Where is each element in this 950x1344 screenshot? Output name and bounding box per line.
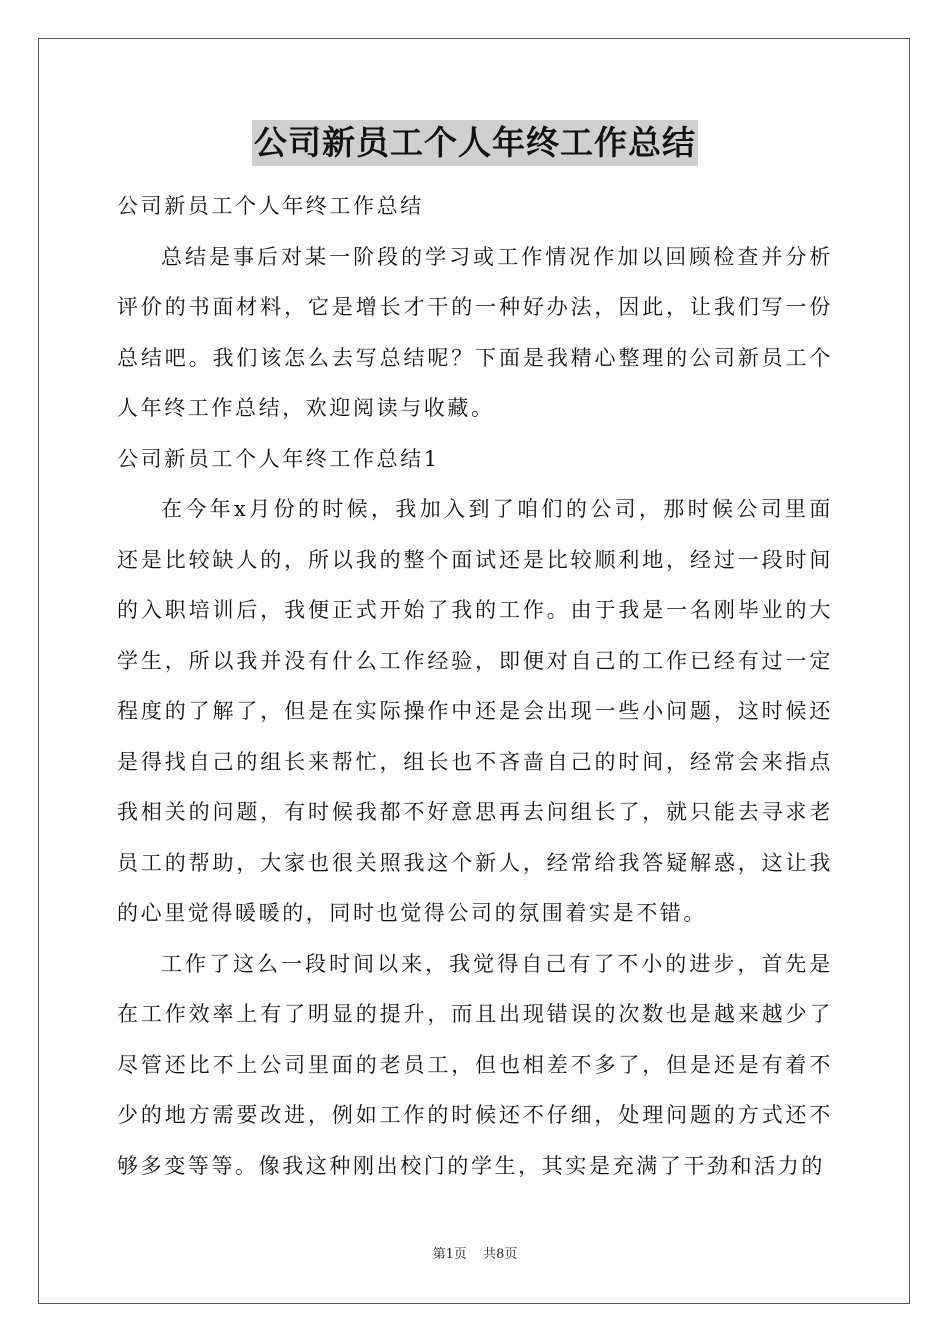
document-body [117, 181, 833, 1191]
page-total: 共8页 [483, 1247, 518, 1262]
section-heading: 公司新员工个人年终工作总结1 [117, 446, 440, 471]
page-footer [0, 1246, 950, 1264]
intro-paragraph: 总结是事后对某一阶段的学习或工作情况作加以回顾检查并分析评价的书面材料，它是增长才干的一种好办法，因此，让我们写一份总结吧。我们该怎么去写总结呢？下面是我精心整理的公司新员工个人年终工作总结，欢迎阅读与收藏。 [117, 244, 833, 420]
body-paragraph-2: 工作了这么一段时间以来，我觉得自己有了不小的进步，首先是在工作效率上有了明显的提升，而且出现错误的次数也是越来越少了尽管还比不上公司里面的老员工，但也相差不多了，但是还是有着不少的地方需要改进，例如工作的时候还不仔细，处理问题的方式还不够多变等等。像我这种刚出校门的学生，其实是充满了干劲和活力的 [117, 951, 833, 1178]
body-paragraph-1: 在今年x月份的时候，我加入到了咱们的公司，那时候公司里面还是比较缺人的，所以我的整个面试还是比较顺利地，经过一段时间的入职培训后，我便正式开始了我的工作。由于我是一名刚毕业的大学生，所以我并没有什么工作经验，即便对自己的工作已经有过一定程度的了解了，但是在实际操作中还是会出现一些小问题，这时候还是得找自己的组长来帮忙，组长也不吝啬自己的时间，经常会来指点我相关的问题，有时候我都不好意思再去问组长了，就只能去寻求老员工的帮助，大家也很关照我这个新人，经常给我答疑解惑，这让我的心里觉得暖暖的，同时也觉得公司的氛围着实是不错。 [117, 497, 833, 925]
title-container [0, 120, 950, 166]
document-subtitle: 公司新员工个人年终工作总结 [117, 194, 424, 218]
page-number: 第1页 [432, 1247, 467, 1262]
document-title: 公司新员工个人年终工作总结 [252, 120, 698, 166]
